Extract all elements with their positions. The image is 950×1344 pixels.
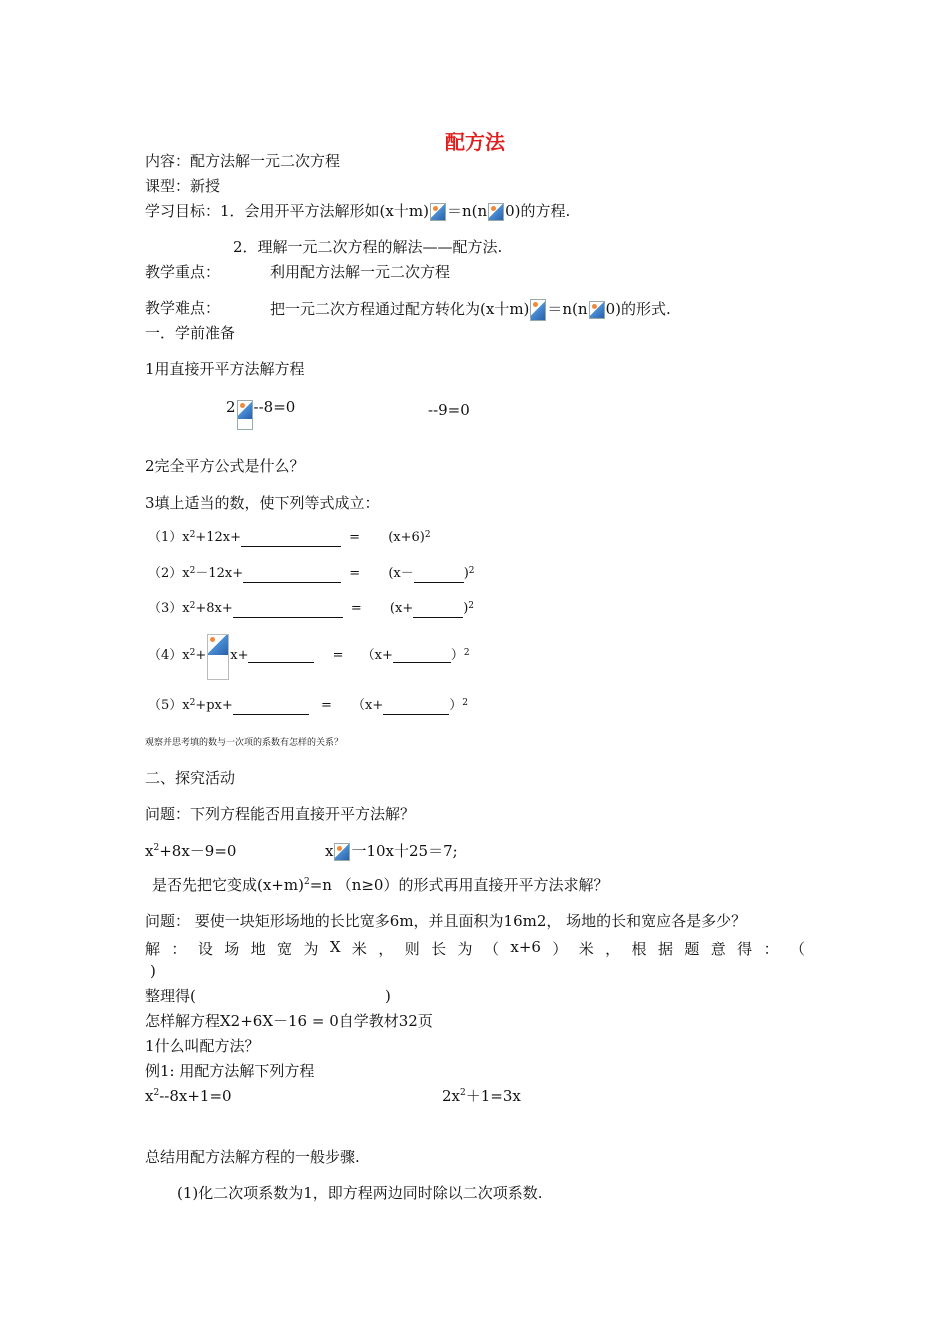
goal-1-line [145, 202, 570, 221]
exponent: 2 [189, 698, 196, 708]
solution-word: 得 [737, 940, 753, 958]
difficulty-line [270, 299, 671, 321]
solution-word: 米 [351, 940, 367, 958]
exponent: 2 [189, 601, 196, 611]
solution-word: （ [789, 940, 805, 958]
fill-row-5-text: （5）x [148, 698, 190, 713]
solution-word: 设 [197, 940, 213, 958]
goal-1-text-c: 0)的方程. [505, 202, 571, 220]
question-2: 2完全平方公式是什么？ [145, 457, 305, 475]
solution-word: 场 [224, 940, 240, 958]
exponent: 2 [468, 601, 475, 611]
paren: ） [449, 698, 463, 713]
fill-row-1-text: （1）x [148, 530, 190, 545]
example-b-rest: ＋1=3x [465, 1087, 521, 1105]
example-a-rest: --8x+1=0 [159, 1087, 232, 1105]
solution-word: x+6 [510, 938, 541, 956]
equals-sign: = [350, 601, 362, 616]
transform-question [152, 876, 608, 894]
fill-row-2-rhs: (x－ [388, 566, 414, 581]
solution-word: ： [763, 940, 779, 958]
solution-word: ） [552, 940, 568, 958]
exponent: 2 [462, 698, 468, 708]
fill-row-5-text: +px+ [195, 698, 233, 713]
equation-a-x: x [145, 842, 154, 860]
answer-blank[interactable] [248, 648, 314, 663]
solution-word: 为 [303, 940, 319, 958]
fill-row-4-text: + [195, 648, 207, 663]
equation-1-coef: 2 [226, 398, 236, 416]
question-1: 1用直接开平方法解方程 [145, 360, 305, 378]
exponent: 2 [468, 566, 475, 576]
summary-line: 总结用配方法解方程的一般步骤. [145, 1148, 360, 1166]
fill-row-5-rhs: （x+ [351, 698, 384, 713]
solution-word: ， [605, 940, 621, 958]
answer-blank[interactable] [233, 603, 343, 618]
arrange-open: 整理得( [145, 987, 196, 1005]
difficulty-label: 教学难点： [145, 299, 221, 317]
answer-blank[interactable] [413, 603, 463, 618]
fill-row-4-text: （4）x [148, 648, 190, 663]
fill-row-2-text: －12x+ [195, 566, 244, 581]
fill-row-1-rhs: (x+6) [388, 530, 425, 545]
fill-row-3-rhs: (x+ [389, 601, 414, 616]
image-placeholder-icon [207, 634, 229, 680]
example-b-x: 2x [442, 1087, 461, 1105]
solution-word: ， [378, 940, 394, 958]
solution-word: 题 [684, 940, 700, 958]
solution-word: X [329, 938, 341, 956]
exponent: 2 [424, 530, 431, 540]
exponent: 2 [189, 648, 196, 658]
paren: ) [463, 566, 469, 581]
question-3: 3填上适当的数，使下列等式成立： [145, 494, 380, 512]
exponent: 2 [153, 1088, 160, 1098]
equation-a [145, 842, 236, 860]
solution-word: 据 [657, 940, 673, 958]
solution-word: 米 [578, 940, 594, 958]
transform-text-b: =n （n≥0）的形式再用直接开平方法求解？ [309, 876, 609, 894]
exponent: 2 [153, 843, 160, 853]
solution-word: 解 [145, 940, 161, 958]
solution-word: ： [171, 940, 187, 958]
solution-close: ) [150, 962, 156, 980]
paren: ) [463, 601, 469, 616]
image-placeholder-icon [430, 203, 446, 221]
fill-row-4-rhs: （x+ [361, 648, 393, 663]
equation-1 [226, 398, 295, 430]
lesson-type-line: 课型：新授 [145, 177, 221, 195]
solution-word: （ [483, 940, 499, 958]
problem-2: 问题： 要使一块矩形场地的长比宽多6m，并且面积为16m2， 场地的长和宽应各是多少？ [145, 912, 747, 930]
equals-sign: = [332, 648, 344, 663]
solution-line [145, 938, 805, 959]
solution-word: 长 [431, 940, 447, 958]
solution-word: 意 [710, 940, 726, 958]
section-1-heading: 一．学前准备 [145, 324, 236, 342]
fill-row-5 [148, 697, 468, 715]
transform-text-a: 是否先把它变成(x+m) [152, 876, 304, 894]
solution-word: 根 [631, 940, 647, 958]
fill-row-4 [148, 632, 470, 680]
key-point-text: 利用配方法解一元二次方程 [270, 263, 451, 281]
paren: ） [450, 648, 464, 663]
difficulty-text-c: 0)的形式. [605, 300, 671, 318]
answer-blank[interactable] [393, 648, 451, 663]
exponent: 2 [460, 1088, 466, 1098]
observe-note: 观察并思考填的数与一次项的系数有怎样的关系？ [145, 738, 344, 748]
image-placeholder-icon [334, 843, 350, 861]
example-1-heading: 例1: 用配方法解下列方程 [145, 1062, 315, 1080]
example-equation-a [145, 1087, 232, 1105]
image-placeholder-icon [488, 203, 504, 221]
image-placeholder-icon [530, 299, 546, 321]
solution-word: 宽 [277, 940, 293, 958]
step-1-line: (1)化二次项系数为1，即方程两边同时除以二次项系数. [177, 1184, 543, 1202]
answer-blank[interactable] [233, 700, 309, 715]
fill-row-1-text: +12x+ [195, 530, 242, 545]
answer-blank[interactable] [241, 532, 341, 547]
fill-row-2-text: （2）x [148, 566, 190, 581]
equals-sign: = [349, 530, 361, 545]
difficulty-text-a: 把一元二次方程通过配方转化为(x十m) [270, 300, 530, 318]
how-to-solve: 怎样解方程X2+6X－16 = 0自学教材32页 [145, 1012, 433, 1030]
equals-sign: = [349, 566, 361, 581]
solution-word: 为 [457, 940, 473, 958]
solution-word: 地 [250, 940, 266, 958]
equation-b-x: x [325, 842, 334, 860]
fill-row-3 [148, 600, 474, 618]
equation-a-rest: +8x－9=0 [159, 842, 237, 860]
example-equation-b [442, 1087, 521, 1105]
content-line: 内容：配方法解一元二次方程 [145, 152, 341, 170]
equation-2: --9=0 [428, 401, 470, 419]
fill-row-3-text: +8x+ [195, 601, 233, 616]
exponent: 2 [189, 566, 196, 576]
section-2-heading: 二、探究活动 [145, 769, 236, 787]
fill-row-2 [148, 565, 475, 583]
goal-2-line: 2．理解一元二次方程的解法——配方法. [233, 238, 503, 256]
goal-1-text-b: ＝n(n [446, 202, 488, 220]
answer-blank[interactable] [414, 568, 464, 583]
page-title: 配方法 [445, 130, 505, 154]
difficulty-text-b: ＝n(n [547, 300, 588, 318]
image-placeholder-icon [589, 301, 605, 319]
goal-1-text-a: 学习目标：1．会用开平方法解形如(x十m) [145, 202, 429, 220]
what-is-method: 1什么叫配方法？ [145, 1037, 260, 1055]
equation-b [325, 842, 458, 861]
exponent: 2 [189, 530, 196, 540]
fill-row-3-text: （3）x [148, 601, 190, 616]
image-placeholder-icon [237, 400, 253, 430]
answer-blank[interactable] [383, 700, 449, 715]
exponent: 2 [463, 648, 470, 658]
key-point-label: 教学重点： [145, 263, 221, 281]
problem-1: 问题：下列方程能否用直接开平方法解？ [145, 805, 416, 823]
solution-word: 则 [404, 940, 420, 958]
arrange-close: ) [385, 987, 391, 1005]
equation-b-rest: 一10x十25＝7; [351, 842, 458, 860]
fill-row-4-text: x+ [230, 648, 249, 663]
equation-1-rest: --8=0 [253, 398, 296, 416]
example-a-x: x [145, 1087, 154, 1105]
equals-sign: = [320, 698, 332, 713]
answer-blank[interactable] [243, 568, 341, 583]
fill-row-1 [148, 529, 431, 547]
exponent: 2 [303, 877, 310, 887]
